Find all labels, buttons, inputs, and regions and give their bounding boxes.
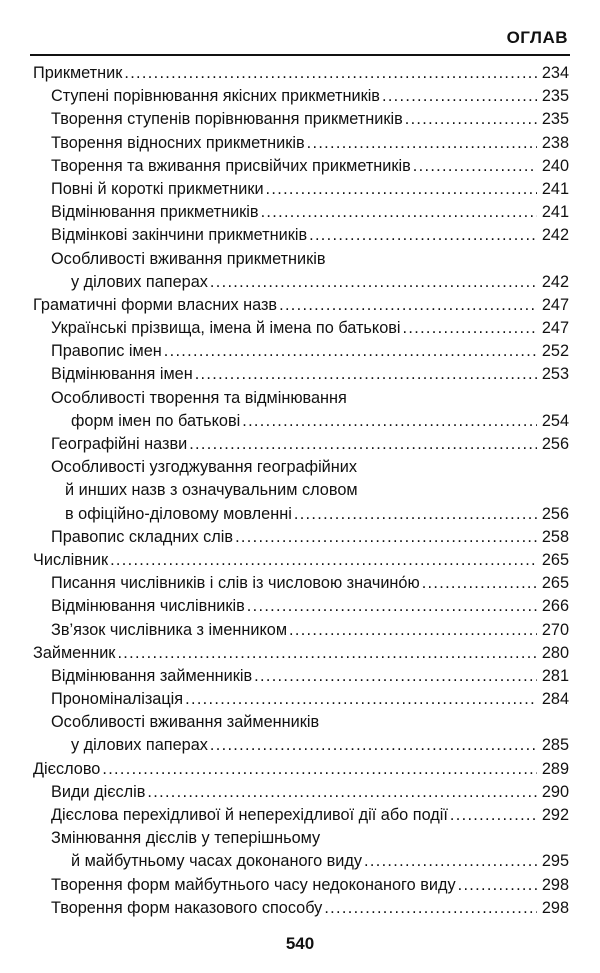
dot-leader (164, 340, 537, 363)
toc-entry-title: Писання числівників і слів із числовою значино́ю (51, 574, 420, 593)
toc-entry-line (33, 734, 569, 757)
dot-leader (254, 665, 537, 688)
dot-leader (102, 758, 537, 781)
toc-entry-title: Особливості творення та відмінювання (51, 388, 347, 407)
toc-page-number: 235 (541, 87, 569, 106)
toc-entry-line (33, 317, 569, 340)
toc-entry-line (33, 155, 569, 178)
toc-entry-title: Числівник (33, 550, 109, 569)
page-number: 540 (285, 934, 315, 953)
toc-page-number: 247 (541, 295, 569, 314)
toc-entry-title: Дієслова перехідливої й неперехідливої дії або події (51, 806, 448, 824)
toc-entry-line (33, 549, 569, 572)
table-of-contents (33, 62, 569, 920)
toc-entry-title: Творення та вживання присвійчих прикметників (51, 156, 411, 175)
dot-leader (279, 294, 537, 317)
running-header-title: ОГЛАВ (506, 28, 568, 47)
dot-leader (242, 410, 537, 433)
toc-page-number: 242 (541, 272, 569, 291)
toc-entry-line (33, 479, 569, 502)
toc-page-number: 265 (541, 550, 569, 569)
toc-page-number: 298 (541, 898, 569, 917)
toc-page-number: 285 (541, 736, 569, 755)
dot-leader (450, 804, 537, 827)
toc-entry-line (33, 248, 569, 271)
toc-entry-line (33, 897, 569, 920)
toc-page-number: 265 (541, 574, 569, 593)
toc-entry-line (33, 85, 569, 108)
toc-entry-title: Особливості узгоджування географійних (51, 458, 358, 477)
dot-leader (247, 595, 537, 618)
toc-entry-title: Граматичні форми власних назв (33, 295, 278, 314)
toc-entry-line (33, 804, 569, 827)
toc-entry-title: Відмінювання числівників (51, 597, 245, 616)
dot-leader (235, 526, 537, 549)
dot-leader (185, 688, 537, 711)
dot-leader (110, 549, 537, 572)
dot-leader (210, 271, 537, 294)
toc-entry-title: Відмінювання прикметників (51, 203, 259, 222)
toc-page-number: 235 (541, 110, 569, 129)
toc-page-number: 256 (541, 504, 569, 523)
toc-page-number: 284 (541, 690, 569, 709)
toc-entry-title: Змінювання дієслів у теперішньому (51, 829, 321, 848)
toc-page-number: 280 (541, 643, 569, 662)
toc-entry-title: Прономіналізація (51, 690, 184, 709)
toc-page-number: 253 (541, 365, 569, 384)
dot-leader (261, 201, 537, 224)
toc-page-number: 298 (541, 875, 569, 894)
toc-entry-title: Творення форм майбутнього часу недоконаного виду (51, 875, 456, 894)
toc-page-number: 254 (541, 411, 569, 430)
dot-leader (307, 132, 537, 155)
toc-entry-title: й инших назв з означувальним словом (65, 481, 358, 500)
toc-page-number: 240 (541, 156, 569, 175)
toc-entry-title: Творення ступенів порівнювання прикметників (51, 110, 403, 129)
toc-entry-line (33, 781, 569, 804)
toc-entry-line (33, 526, 569, 549)
toc-entry-title: Повні й короткі прикметники (51, 179, 264, 198)
toc-entry-line (33, 619, 569, 642)
toc-entry-line (33, 132, 569, 155)
toc-page-number: 290 (541, 782, 569, 801)
toc-entry-line (33, 642, 569, 665)
toc-entry-line (33, 595, 569, 618)
toc-entry-title: Правопис імен (51, 342, 162, 361)
toc-entry-line (33, 433, 569, 456)
toc-entry-line (33, 340, 569, 363)
toc-entry-line (33, 201, 569, 224)
toc-entry-title: Види дієслів (51, 782, 146, 801)
dot-leader (458, 874, 537, 897)
toc-page-number: 234 (541, 64, 569, 82)
dot-leader (382, 85, 537, 108)
toc-entry-title: Особливості вживання прикметників (51, 249, 326, 268)
toc-entry-title: Відмінювання імен (51, 365, 193, 384)
toc-entry-line (33, 108, 569, 131)
page-header (30, 28, 570, 56)
dot-leader (403, 317, 537, 340)
toc-entry-line (33, 688, 569, 711)
toc-page-number: 247 (541, 319, 569, 338)
toc-entry-title: Українські прізвища, імена й імена по батькові (51, 319, 401, 338)
toc-page-number: 256 (541, 435, 569, 453)
toc-entry-title: в офіційно-діловому мовленні (65, 504, 292, 523)
dot-leader (364, 850, 537, 873)
toc-entry-line (33, 711, 569, 734)
toc-page-number: 289 (541, 759, 569, 778)
toc-entry-title: Займенник (33, 643, 116, 662)
toc-page-number: 241 (541, 203, 569, 222)
toc-entry-title: Зв’язок числівника з іменником (51, 620, 288, 639)
toc-entry-line (33, 178, 569, 201)
toc-page-number: 241 (541, 179, 569, 198)
dot-leader (294, 503, 537, 526)
toc-page-number: 266 (541, 597, 569, 616)
toc-entry-line (33, 827, 569, 850)
dot-leader (413, 155, 537, 178)
toc-entry-title: й майбутньому часах доконаного виду (71, 852, 363, 871)
dot-leader (210, 734, 537, 757)
toc-page-number: 292 (541, 806, 569, 824)
toc-entry-line (33, 572, 569, 595)
toc-entry-title: у ділових паперах (71, 736, 208, 755)
toc-page-number: 242 (541, 226, 569, 245)
toc-entry-line (33, 294, 569, 317)
toc-entry-title: Дієслово (33, 759, 101, 778)
toc-entry-line (33, 503, 569, 526)
toc-entry-title: у ділових паперах (71, 272, 208, 291)
toc-page-number: 252 (541, 342, 569, 361)
toc-page-number: 258 (541, 527, 569, 546)
toc-page-number: 281 (541, 666, 569, 685)
toc-entry-line (33, 224, 569, 247)
toc-page-number: 238 (541, 133, 569, 152)
toc-entry-title: Прикметник (33, 64, 123, 82)
toc-entry-title: Творення форм наказового способу (51, 898, 323, 917)
dot-leader (324, 897, 537, 920)
dot-leader (117, 642, 537, 665)
toc-entry-line (33, 850, 569, 873)
toc-entry-title: Відмінювання займенників (51, 666, 253, 685)
dot-leader (405, 108, 537, 131)
toc-entry-line (33, 62, 569, 85)
toc-entry-line (33, 363, 569, 386)
toc-page-number: 270 (541, 620, 569, 639)
dot-leader (289, 619, 537, 642)
toc-entry-title: форм імен по батькові (71, 411, 241, 430)
toc-entry-title: Географійні назви (51, 435, 188, 453)
dot-leader (147, 781, 537, 804)
dot-leader (422, 572, 537, 595)
toc-entry-title: Творення відносних прикметників (51, 133, 305, 152)
toc-entry-line (33, 387, 569, 410)
toc-entry-line (33, 758, 569, 781)
dot-leader (189, 433, 537, 456)
toc-entry-line (33, 271, 569, 294)
toc-entry-line (33, 874, 569, 897)
dot-leader (124, 62, 537, 85)
toc-entry-line (33, 456, 569, 479)
dot-leader (266, 178, 537, 201)
toc-entry-line (33, 665, 569, 688)
toc-entry-title: Відмінкові закінчини прикметників (51, 226, 308, 245)
toc-entry-line (33, 410, 569, 433)
dot-leader (309, 224, 537, 247)
dot-leader (195, 363, 537, 386)
toc-page-number: 295 (541, 852, 569, 871)
toc-entry-title: Ступені порівнювання якісних прикметників (51, 87, 380, 106)
toc-entry-title: Правопис складних слів (51, 527, 234, 546)
toc-entry-title: Особливості вживання займенників (51, 713, 320, 732)
